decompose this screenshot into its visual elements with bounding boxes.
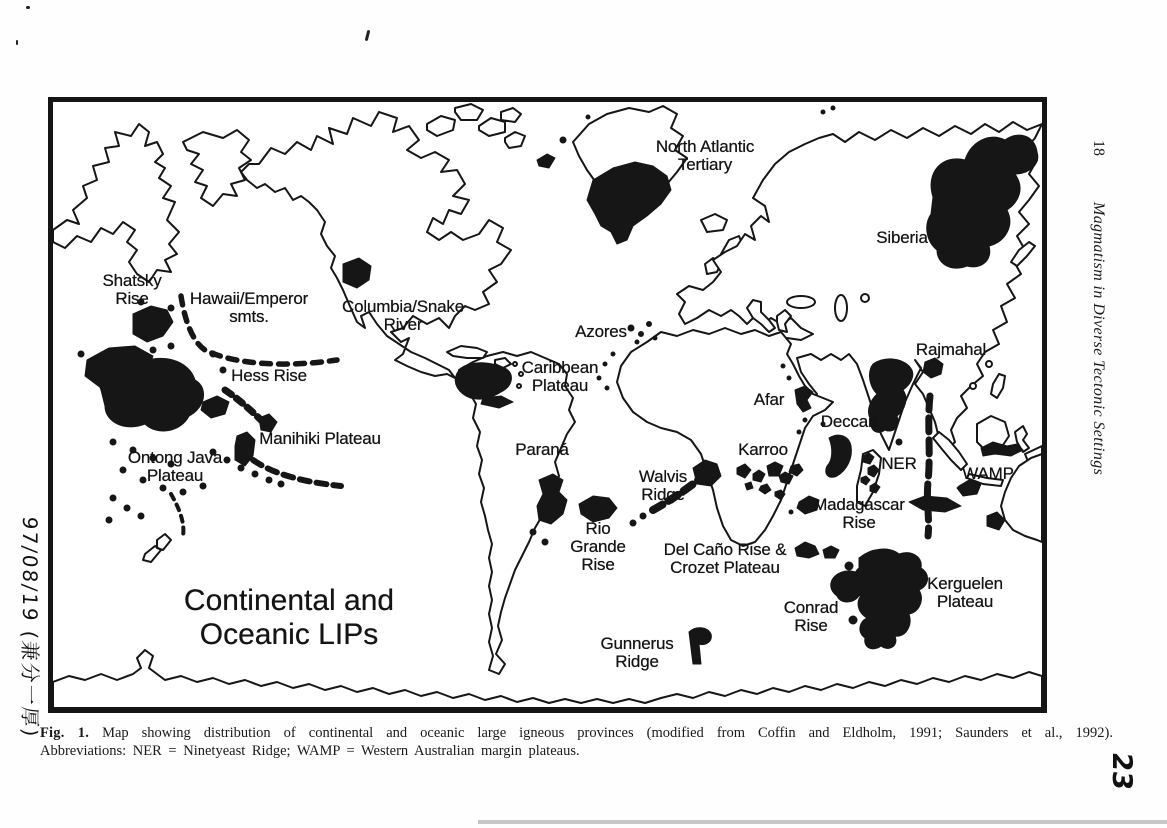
map-title	[184, 584, 394, 652]
rotated-running-head	[1089, 140, 1107, 475]
page-number: 18	[1090, 140, 1107, 156]
map-label-parana: Paraná	[515, 440, 569, 459]
map-label-north-atlantic-tertiary: North Atlantic Tertiary	[655, 137, 755, 174]
handwritten-date-note: 97/08/19 (兼分一厚)	[18, 515, 42, 740]
map-label-conrad-rise: Conrad Rise	[783, 598, 839, 635]
map-label-siberia: Siberia	[876, 228, 928, 247]
scanner-shadow	[478, 820, 1167, 824]
map-label-del-cano-crozet: Del Caño Rise & Crozet Plateau	[663, 540, 787, 577]
scan-speck	[26, 6, 30, 9]
map-label-madagascar-rise: Madagascar Rise	[813, 495, 905, 532]
map-label-wamp: WAMP	[962, 464, 1014, 483]
map-label-manihiki-plateau: Manihiki Plateau	[259, 429, 381, 448]
map-label-afar: Afar	[753, 390, 785, 409]
map-label-hess-rise: Hess Rise	[231, 366, 307, 385]
stray-apostrophe-mark	[365, 30, 371, 41]
map-label-shatsky-rise: Shatsky Rise	[102, 271, 162, 308]
figure-map-frame	[48, 97, 1047, 713]
caption-text: Map showing distribution of continental and oceanic large igneous provinces (modified from Coffin and Eldholm, 1991; Saunders et al., 1992).	[102, 725, 1113, 741]
map-label-karroo: Karroo	[738, 440, 788, 459]
caption-fig-label: Fig. 1.	[40, 725, 90, 741]
map-label-ontong-java-plateau: Ontong Java Plateau	[127, 448, 223, 485]
map-label-columbia-snake-river: Columbia/Snake River	[342, 297, 464, 334]
map-label-rajmahal: Rajmahal	[915, 340, 987, 359]
map-title-line1: Continental and	[183, 584, 395, 617]
handwritten-page-note: 23	[1106, 750, 1137, 792]
map-label-rio-grande-rise: Rio Grande Rise	[570, 519, 626, 574]
map-label-caribbean-plateau: Caribbean Plateau	[521, 358, 599, 395]
map-label-hawaii-emperor-smts: Hawaii/Emperor smts.	[189, 289, 309, 326]
scan-speck	[16, 40, 18, 45]
map-title-line2: Oceanic LIPs	[199, 618, 379, 651]
caption-line2: Abbreviations: NER = Ninetyeast Ridge; WAMP = Western Australian margin plateaus.	[40, 743, 580, 759]
figure-caption	[40, 724, 1113, 760]
map-label-ner: NER	[881, 454, 917, 473]
map-label-deccan: Deccan	[820, 412, 878, 431]
map-label-kerguelen-plateau: Kerguelen Plateau	[927, 574, 1003, 611]
caption-line1	[40, 724, 1113, 742]
map-label-gunnerus-ridge: Gunnerus Ridge	[600, 634, 674, 671]
map-label-azores: Azores	[575, 322, 627, 341]
running-title: Magmatism in Diverse Tectonic Settings	[1090, 202, 1107, 476]
map-label-walvis-ridge: Walvis Ridge	[638, 467, 688, 504]
